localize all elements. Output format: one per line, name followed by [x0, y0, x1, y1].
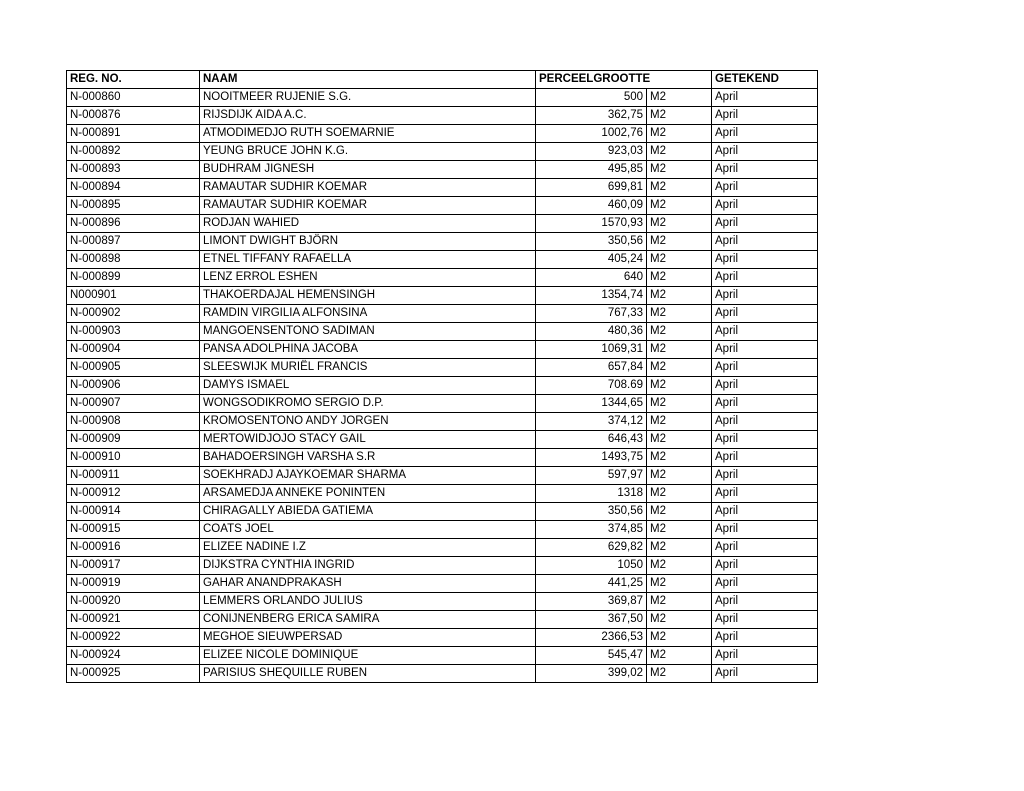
cell-reg-no: N-000916: [67, 539, 200, 557]
cell-perceelgrootte: 629,82: [536, 539, 647, 557]
cell-reg-no: N-000893: [67, 161, 200, 179]
cell-perceelgrootte: 350,56: [536, 233, 647, 251]
cell-getekend: April: [712, 161, 818, 179]
cell-unit: M2: [647, 449, 712, 467]
cell-naam: SOEKHRADJ AJAYKOEMAR SHARMA: [200, 467, 536, 485]
cell-perceelgrootte: 1050: [536, 557, 647, 575]
table-row: [67, 251, 818, 269]
cell-reg-no: N-000920: [67, 593, 200, 611]
cell-naam: DAMYS ISMAEL: [200, 377, 536, 395]
cell-unit: M2: [647, 413, 712, 431]
cell-perceelgrootte: 2366,53: [536, 629, 647, 647]
table-row: [67, 485, 818, 503]
cell-unit: M2: [647, 287, 712, 305]
cell-unit: M2: [647, 341, 712, 359]
cell-reg-no: N-000917: [67, 557, 200, 575]
cell-naam: RODJAN WAHIED: [200, 215, 536, 233]
cell-naam: BAHADOERSINGH VARSHA S.R: [200, 449, 536, 467]
cell-unit: M2: [647, 377, 712, 395]
table-row: [67, 215, 818, 233]
cell-unit: M2: [647, 431, 712, 449]
cell-perceelgrootte: 699,81: [536, 179, 647, 197]
cell-getekend: April: [712, 251, 818, 269]
table-row: [67, 269, 818, 287]
cell-unit: M2: [647, 359, 712, 377]
header-reg-no: REG. NO.: [67, 71, 200, 89]
table-row: [67, 593, 818, 611]
table-row: [67, 305, 818, 323]
cell-perceelgrootte: 1493,75: [536, 449, 647, 467]
table-row: [67, 143, 818, 161]
table-row: [67, 647, 818, 665]
cell-naam: YEUNG BRUCE JOHN K.G.: [200, 143, 536, 161]
cell-getekend: April: [712, 629, 818, 647]
cell-perceelgrootte: 495,85: [536, 161, 647, 179]
cell-reg-no: N-000922: [67, 629, 200, 647]
cell-unit: M2: [647, 575, 712, 593]
cell-perceelgrootte: 362,75: [536, 107, 647, 125]
cell-naam: RAMAUTAR SUDHIR KOEMAR: [200, 179, 536, 197]
cell-reg-no: N-000921: [67, 611, 200, 629]
cell-unit: M2: [647, 179, 712, 197]
table-row: [67, 629, 818, 647]
cell-reg-no: N-000907: [67, 395, 200, 413]
cell-getekend: April: [712, 215, 818, 233]
cell-reg-no: N-000910: [67, 449, 200, 467]
cell-naam: RAMDIN VIRGILIA ALFONSINA: [200, 305, 536, 323]
table-row: [67, 413, 818, 431]
cell-perceelgrootte: 708.69: [536, 377, 647, 395]
cell-perceelgrootte: 350,56: [536, 503, 647, 521]
cell-reg-no: N-000915: [67, 521, 200, 539]
cell-getekend: April: [712, 341, 818, 359]
cell-reg-no: N-000924: [67, 647, 200, 665]
table-row: [67, 503, 818, 521]
cell-perceelgrootte: 1318: [536, 485, 647, 503]
cell-unit: M2: [647, 305, 712, 323]
cell-perceelgrootte: 441,25: [536, 575, 647, 593]
cell-unit: M2: [647, 503, 712, 521]
table-body: [67, 89, 818, 683]
table-row: [67, 233, 818, 251]
table-row: [67, 341, 818, 359]
cell-getekend: April: [712, 593, 818, 611]
cell-naam: LENZ ERROL ESHEN: [200, 269, 536, 287]
cell-unit: M2: [647, 161, 712, 179]
cell-perceelgrootte: 1344,65: [536, 395, 647, 413]
cell-perceelgrootte: 405,24: [536, 251, 647, 269]
cell-naam: RIJSDIJK AIDA A.C.: [200, 107, 536, 125]
cell-reg-no: N-000891: [67, 125, 200, 143]
cell-reg-no: N-000898: [67, 251, 200, 269]
cell-getekend: April: [712, 233, 818, 251]
table-row: [67, 161, 818, 179]
cell-perceelgrootte: 480,36: [536, 323, 647, 341]
cell-getekend: April: [712, 413, 818, 431]
cell-unit: M2: [647, 125, 712, 143]
cell-perceelgrootte: 657,84: [536, 359, 647, 377]
cell-unit: M2: [647, 611, 712, 629]
cell-getekend: April: [712, 269, 818, 287]
cell-getekend: April: [712, 557, 818, 575]
cell-perceelgrootte: 1354,74: [536, 287, 647, 305]
header-perceelgrootte: PERCEELGROOTTE: [536, 71, 712, 89]
table-row: [67, 197, 818, 215]
cell-unit: M2: [647, 593, 712, 611]
header-row: [67, 71, 818, 89]
table-row: [67, 395, 818, 413]
cell-naam: CONIJNENBERG ERICA SAMIRA: [200, 611, 536, 629]
table-row: [67, 611, 818, 629]
cell-naam: RAMAUTAR SUDHIR KOEMAR: [200, 197, 536, 215]
cell-unit: M2: [647, 665, 712, 683]
cell-getekend: April: [712, 359, 818, 377]
cell-getekend: April: [712, 377, 818, 395]
cell-reg-no: N-000896: [67, 215, 200, 233]
cell-perceelgrootte: 369,87: [536, 593, 647, 611]
cell-getekend: April: [712, 449, 818, 467]
cell-getekend: April: [712, 323, 818, 341]
cell-getekend: April: [712, 179, 818, 197]
cell-getekend: April: [712, 305, 818, 323]
table-row: [67, 323, 818, 341]
cell-perceelgrootte: 1069,31: [536, 341, 647, 359]
table-row: [67, 467, 818, 485]
cell-perceelgrootte: 374,12: [536, 413, 647, 431]
cell-getekend: April: [712, 503, 818, 521]
cell-reg-no: N-000899: [67, 269, 200, 287]
cell-unit: M2: [647, 557, 712, 575]
header-getekend: GETEKEND: [712, 71, 818, 89]
cell-unit: M2: [647, 395, 712, 413]
cell-getekend: April: [712, 467, 818, 485]
cell-reg-no: N-000911: [67, 467, 200, 485]
table-row: [67, 575, 818, 593]
cell-reg-no: N-000897: [67, 233, 200, 251]
cell-naam: ELIZEE NICOLE DOMINIQUE: [200, 647, 536, 665]
cell-reg-no: N-000895: [67, 197, 200, 215]
cell-getekend: April: [712, 197, 818, 215]
cell-naam: LIMONT DWIGHT BJÖRN: [200, 233, 536, 251]
cell-reg-no: N-000908: [67, 413, 200, 431]
table-row: [67, 521, 818, 539]
cell-getekend: April: [712, 107, 818, 125]
cell-getekend: April: [712, 539, 818, 557]
cell-reg-no: N-000903: [67, 323, 200, 341]
cell-perceelgrootte: 640: [536, 269, 647, 287]
cell-naam: ETNEL TIFFANY RAFAELLA: [200, 251, 536, 269]
cell-perceelgrootte: 767,33: [536, 305, 647, 323]
cell-unit: M2: [647, 467, 712, 485]
cell-naam: MANGOENSENTONO SADIMAN: [200, 323, 536, 341]
table-row: [67, 557, 818, 575]
cell-perceelgrootte: 460,09: [536, 197, 647, 215]
table-row: [67, 449, 818, 467]
table-row: [67, 359, 818, 377]
cell-reg-no: N-000925: [67, 665, 200, 683]
cell-reg-no: N-000892: [67, 143, 200, 161]
cell-unit: M2: [647, 143, 712, 161]
cell-perceelgrootte: 1570,93: [536, 215, 647, 233]
table-row: [67, 125, 818, 143]
table-row: [67, 107, 818, 125]
cell-reg-no: N-000919: [67, 575, 200, 593]
cell-reg-no: N000901: [67, 287, 200, 305]
cell-unit: M2: [647, 647, 712, 665]
cell-reg-no: N-000914: [67, 503, 200, 521]
header-naam: NAAM: [200, 71, 536, 89]
cell-getekend: April: [712, 485, 818, 503]
cell-getekend: April: [712, 89, 818, 107]
cell-unit: M2: [647, 521, 712, 539]
cell-naam: CHIRAGALLY ABIEDA GATIEMA: [200, 503, 536, 521]
cell-unit: M2: [647, 215, 712, 233]
cell-naam: BUDHRAM JIGNESH: [200, 161, 536, 179]
cell-getekend: April: [712, 143, 818, 161]
cell-reg-no: N-000902: [67, 305, 200, 323]
cell-unit: M2: [647, 251, 712, 269]
table-row: [67, 179, 818, 197]
cell-naam: WONGSODIKROMO SERGIO D.P.: [200, 395, 536, 413]
cell-naam: ARSAMEDJA ANNEKE PONINTEN: [200, 485, 536, 503]
cell-reg-no: N-000909: [67, 431, 200, 449]
cell-naam: THAKOERDAJAL HEMENSINGH: [200, 287, 536, 305]
cell-reg-no: N-000860: [67, 89, 200, 107]
cell-naam: ELIZEE NADINE I.Z: [200, 539, 536, 557]
cell-reg-no: N-000906: [67, 377, 200, 395]
cell-naam: PANSA ADOLPHINA JACOBA: [200, 341, 536, 359]
cell-getekend: April: [712, 611, 818, 629]
cell-unit: M2: [647, 107, 712, 125]
table-row: [67, 431, 818, 449]
cell-reg-no: N-000876: [67, 107, 200, 125]
cell-getekend: April: [712, 395, 818, 413]
table-row: [67, 665, 818, 683]
cell-getekend: April: [712, 575, 818, 593]
cell-unit: M2: [647, 323, 712, 341]
cell-naam: DIJKSTRA CYNTHIA INGRID: [200, 557, 536, 575]
cell-perceelgrootte: 646,43: [536, 431, 647, 449]
cell-perceelgrootte: 500: [536, 89, 647, 107]
table-row: [67, 539, 818, 557]
registration-table: [66, 70, 818, 683]
cell-naam: MERTOWIDJOJO STACY GAIL: [200, 431, 536, 449]
cell-perceelgrootte: 545,47: [536, 647, 647, 665]
cell-getekend: April: [712, 287, 818, 305]
cell-unit: M2: [647, 269, 712, 287]
cell-naam: GAHAR ANANDPRAKASH: [200, 575, 536, 593]
cell-unit: M2: [647, 629, 712, 647]
table-row: [67, 89, 818, 107]
cell-naam: COATS JOEL: [200, 521, 536, 539]
cell-getekend: April: [712, 665, 818, 683]
cell-perceelgrootte: 367,50: [536, 611, 647, 629]
cell-naam: PARISIUS SHEQUILLE RUBEN: [200, 665, 536, 683]
cell-naam: KROMOSENTONO ANDY JORGEN: [200, 413, 536, 431]
cell-naam: MEGHOE SIEUWPERSAD: [200, 629, 536, 647]
cell-reg-no: N-000912: [67, 485, 200, 503]
cell-reg-no: N-000904: [67, 341, 200, 359]
cell-unit: M2: [647, 539, 712, 557]
table-row: [67, 287, 818, 305]
cell-reg-no: N-000905: [67, 359, 200, 377]
cell-getekend: April: [712, 521, 818, 539]
cell-reg-no: N-000894: [67, 179, 200, 197]
cell-getekend: April: [712, 647, 818, 665]
cell-getekend: April: [712, 431, 818, 449]
cell-perceelgrootte: 923,03: [536, 143, 647, 161]
cell-naam: NOOITMEER RUJENIE S.G.: [200, 89, 536, 107]
cell-perceelgrootte: 597,97: [536, 467, 647, 485]
cell-unit: M2: [647, 233, 712, 251]
table-header: [67, 71, 818, 89]
cell-naam: SLEESWIJK MURIËL FRANCIS: [200, 359, 536, 377]
cell-perceelgrootte: 374,85: [536, 521, 647, 539]
cell-naam: LEMMERS ORLANDO JULIUS: [200, 593, 536, 611]
cell-unit: M2: [647, 485, 712, 503]
cell-perceelgrootte: 399,02: [536, 665, 647, 683]
table-row: [67, 377, 818, 395]
cell-unit: M2: [647, 197, 712, 215]
cell-perceelgrootte: 1002,76: [536, 125, 647, 143]
cell-unit: M2: [647, 89, 712, 107]
cell-getekend: April: [712, 125, 818, 143]
cell-naam: ATMODIMEDJO RUTH SOEMARNIE: [200, 125, 536, 143]
